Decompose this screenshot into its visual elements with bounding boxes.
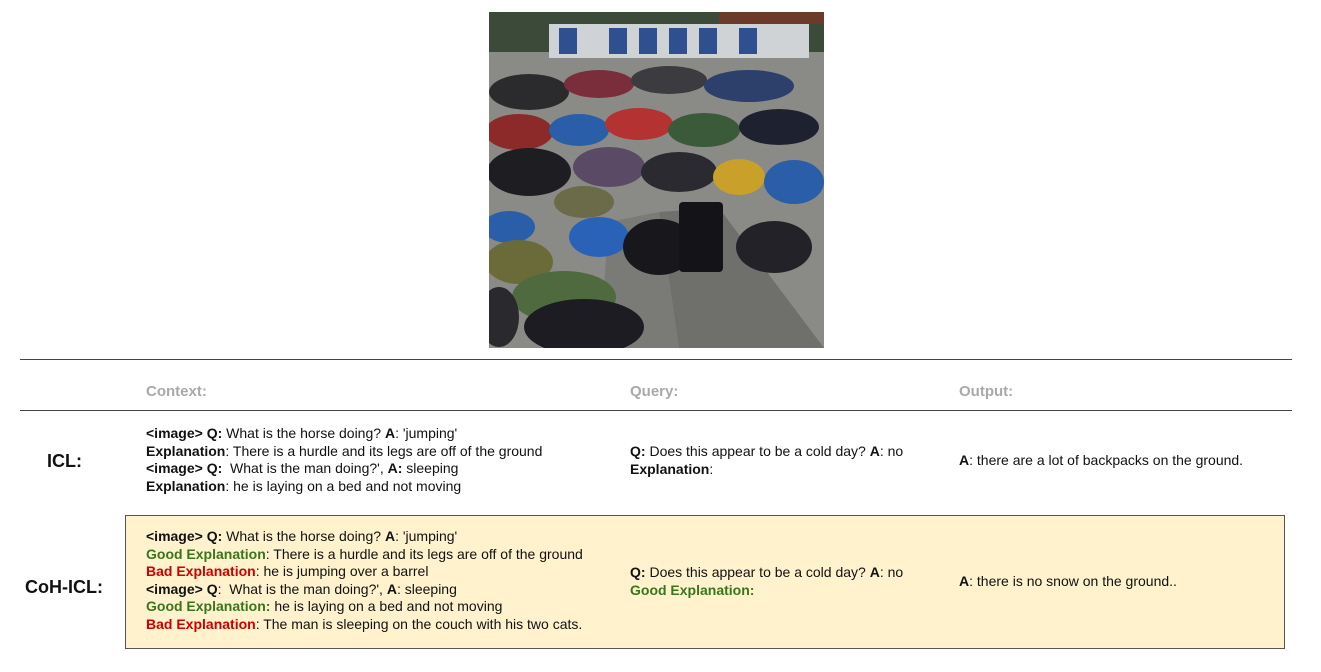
a-label: A xyxy=(869,443,880,459)
coh-query-line-1 xyxy=(630,564,903,582)
icl-output xyxy=(959,452,1243,470)
column-header-query: Query: xyxy=(630,383,679,400)
table-top-rule xyxy=(20,359,1292,360)
q-label: Q: xyxy=(206,528,223,544)
coh-query-line-2 xyxy=(630,582,903,600)
bad-explanation-label: Bad Explanation xyxy=(146,563,256,580)
q-label: Q: xyxy=(206,460,223,477)
icl-context-line-4 xyxy=(146,478,542,496)
q-label: Q: xyxy=(206,425,223,441)
coh-icl-row-label: CoH-ICL: xyxy=(25,577,103,597)
a-label: A xyxy=(384,425,396,441)
table-header-rule xyxy=(20,410,1292,411)
a-text: : no xyxy=(879,564,904,580)
a-label: A xyxy=(386,580,397,597)
luggage-pile-photo xyxy=(489,12,824,348)
a-label: A xyxy=(869,564,880,580)
image-token: <image> xyxy=(146,580,203,597)
icl-row-label: ICL: xyxy=(47,451,82,471)
explanation-label: Explanation xyxy=(146,477,226,494)
coh-context-line-4 xyxy=(146,581,583,599)
a-text: : no xyxy=(879,443,904,459)
explanation-text: : he is laying on a bed and not moving xyxy=(225,477,462,494)
icl-query-line-2 xyxy=(630,461,903,479)
q-text: What is the horse doing? xyxy=(226,425,382,441)
column-header-context: Context: xyxy=(146,383,207,400)
a-text: : 'jumping' xyxy=(395,528,458,544)
a-text: : there is no snow on the ground.. xyxy=(969,573,1177,589)
q-text: : What is the man doing?', xyxy=(217,580,383,597)
coh-output xyxy=(959,573,1177,591)
a-text: : there are a lot of backpacks on the ground. xyxy=(969,452,1244,468)
luggage-photo-illustration xyxy=(489,12,824,348)
q-label: Q xyxy=(206,580,218,597)
explanation-label: Explanation xyxy=(630,460,710,477)
icl-context-line-1 xyxy=(146,425,542,443)
icl-output-line xyxy=(959,452,1243,470)
coh-context-line-3 xyxy=(146,563,583,581)
a-text: : sleeping xyxy=(396,580,457,597)
icl-context-line-3 xyxy=(146,460,542,478)
image-token: <image> xyxy=(146,528,203,544)
good-explanation-label: Good Explanation: xyxy=(630,581,755,598)
icl-context xyxy=(146,425,542,495)
image-token: <image> xyxy=(146,425,203,441)
icl-query-line-1 xyxy=(630,443,903,461)
coh-context-line-2 xyxy=(146,546,583,564)
icl-query xyxy=(630,443,903,478)
bad-explanation-text: : The man is sleeping on the couch with his two cats. xyxy=(255,615,583,632)
column-header-output: Output: xyxy=(959,383,1014,400)
good-explanation-text: he is laying on a bed and not moving xyxy=(270,598,503,615)
a-text: : 'jumping' xyxy=(395,425,458,441)
coh-output-line xyxy=(959,573,1177,591)
icl-context-line-2 xyxy=(146,443,542,461)
a-label: A xyxy=(959,573,970,589)
explanation-text: : xyxy=(709,460,714,477)
q-text: What is the horse doing? xyxy=(222,528,382,544)
image-token: <image> xyxy=(146,460,203,477)
a-label: A xyxy=(959,452,970,468)
good-explanation-label: Good Explanation xyxy=(146,545,266,562)
explanation-label: Explanation xyxy=(146,442,226,459)
explanation-text: : There is a hurdle and its legs are off of the ground xyxy=(225,442,543,459)
q-text: What is the man doing?', xyxy=(222,460,384,477)
q-text: Does this appear to be a cold day? xyxy=(645,564,866,580)
good-explanation-text: : There is a hurdle and its legs are off of the ground xyxy=(265,545,583,562)
coh-context-line-5 xyxy=(146,598,583,616)
coh-query xyxy=(630,564,903,599)
bad-explanation-label: Bad Explanation xyxy=(146,615,256,632)
bad-explanation-text: : he is jumping over a barrel xyxy=(255,563,429,580)
q-text: Does this appear to be a cold day? xyxy=(645,443,866,459)
a-text: sleeping xyxy=(402,460,459,477)
coh-context-line-1 xyxy=(146,528,583,546)
good-explanation-label: Good Explanation: xyxy=(146,598,271,615)
q-label: Q: xyxy=(630,564,646,580)
q-label: Q: xyxy=(630,443,646,459)
a-label: A: xyxy=(387,460,403,477)
coh-context-line-6 xyxy=(146,616,583,634)
coh-context xyxy=(146,528,583,634)
a-label: A xyxy=(384,528,396,544)
